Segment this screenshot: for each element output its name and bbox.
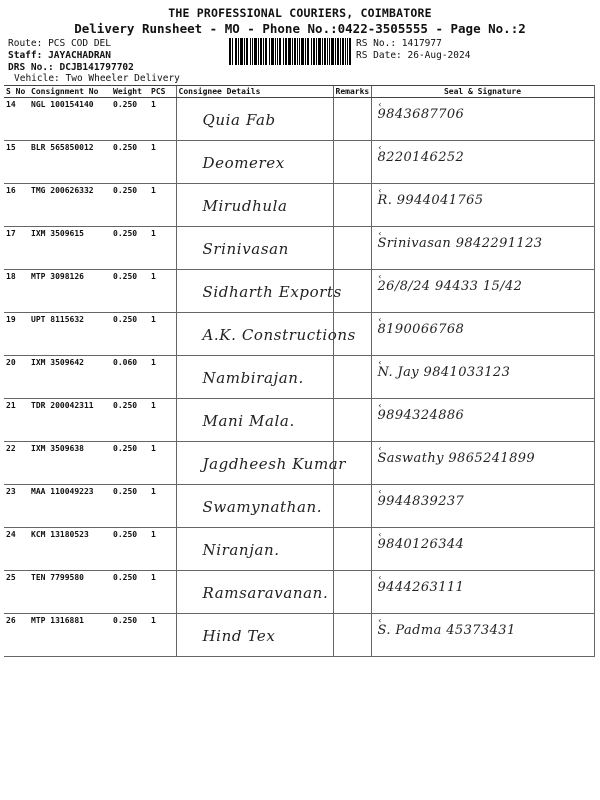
cell-pcs: 1 xyxy=(149,485,176,528)
cell-consignee-text: Quia Fab xyxy=(202,111,276,129)
cell-pcs: 1 xyxy=(149,442,176,485)
cell-signature xyxy=(371,356,594,399)
staff-label: Staff: xyxy=(8,50,43,61)
table-row xyxy=(4,227,594,270)
cell-consignee xyxy=(176,485,333,528)
table-row xyxy=(4,141,594,184)
table-row xyxy=(4,98,594,141)
cell-consignment: TEN 7799580 xyxy=(29,571,111,614)
cell-remarks xyxy=(333,442,371,485)
route-line xyxy=(8,38,111,49)
cell-signature xyxy=(371,270,594,313)
table-row xyxy=(4,485,594,528)
cell-consignment: UPT 8115632 xyxy=(29,313,111,356)
table-row xyxy=(4,528,594,571)
cell-signature xyxy=(371,485,594,528)
cell-weight: 0.250 xyxy=(111,227,149,270)
cell-consignee xyxy=(176,313,356,356)
table-row xyxy=(4,571,594,614)
cell-consignment: BLR 565850012 xyxy=(29,141,111,184)
staff-value: JAYACHADRAN xyxy=(48,50,111,61)
cell-consignee xyxy=(176,356,333,399)
subtitle: Delivery Runsheet - MO - Phone No.:0422-3505555 - Page No.:2 xyxy=(74,21,526,36)
cell-consignment: NGL 100154140 xyxy=(29,98,111,141)
table-header-row xyxy=(4,86,594,98)
cell-remarks xyxy=(333,313,371,356)
cell-remarks xyxy=(333,184,371,227)
cell-weight: 0.250 xyxy=(111,614,149,657)
cell-pcs: 1 xyxy=(149,356,176,399)
cell-sno: 16 xyxy=(4,184,29,227)
cell-pcs: 1 xyxy=(149,98,176,141)
signature-scribble-icon: ‹ xyxy=(377,186,383,195)
drs-line xyxy=(8,62,134,73)
cell-sno: 23 xyxy=(4,485,29,528)
cell-consignee-text: Niranjan. xyxy=(202,541,280,559)
cell-consignee-text: Hind Tex xyxy=(202,627,276,645)
cell-weight: 0.250 xyxy=(111,141,149,184)
cell-sno: 22 xyxy=(4,442,29,485)
cell-weight: 0.250 xyxy=(111,98,149,141)
cell-weight: 0.250 xyxy=(111,528,149,571)
col-consignment: Consignment No xyxy=(29,86,111,98)
cell-sno: 17 xyxy=(4,227,29,270)
cell-signature-text: N. Jay 9841033123 xyxy=(377,365,511,380)
cell-pcs: 1 xyxy=(149,399,176,442)
cell-sno: 18 xyxy=(4,270,29,313)
cell-sno: 14 xyxy=(4,98,29,141)
col-remarks: Remarks xyxy=(333,86,371,98)
cell-consignee xyxy=(176,571,333,614)
cell-pcs: 1 xyxy=(149,141,176,184)
cell-weight: 0.250 xyxy=(111,442,149,485)
cell-remarks xyxy=(333,356,371,399)
cell-pcs: 1 xyxy=(149,614,176,657)
cell-signature xyxy=(371,399,594,442)
table-row xyxy=(4,313,594,356)
cell-signature-text: Saswathy 9865241899 xyxy=(377,451,536,466)
cell-signature-text: 9840126344 xyxy=(377,537,465,552)
cell-signature xyxy=(371,141,594,184)
col-consignee: Consignee Details xyxy=(176,86,333,98)
cell-consignee-text: Mani Mala. xyxy=(202,412,295,430)
cell-sno: 24 xyxy=(4,528,29,571)
table-row xyxy=(4,184,594,227)
signature-scribble-icon: ‹ xyxy=(377,401,383,410)
cell-pcs: 1 xyxy=(149,528,176,571)
cell-signature xyxy=(371,98,594,141)
cell-remarks xyxy=(333,399,371,442)
vehicle-label: Vehicle: xyxy=(14,73,60,84)
table-row xyxy=(4,270,594,313)
cell-weight: 0.060 xyxy=(111,356,149,399)
route-value: PCS COD DEL xyxy=(48,38,111,49)
cell-signature xyxy=(371,442,594,485)
drs-label: DRS No.: xyxy=(8,62,54,73)
cell-sno: 26 xyxy=(4,614,29,657)
cell-weight: 0.250 xyxy=(111,270,149,313)
cell-signature-text: 9444263111 xyxy=(377,580,465,595)
signature-scribble-icon: ‹ xyxy=(377,487,383,496)
rs-date-value: 26-Aug-2024 xyxy=(407,50,471,61)
cell-sno: 20 xyxy=(4,356,29,399)
cell-consignment: IXM 3509615 xyxy=(29,227,111,270)
cell-consignee-text: Swamynathan. xyxy=(202,498,323,516)
cell-consignee xyxy=(176,227,333,270)
cell-signature xyxy=(371,528,594,571)
cell-remarks xyxy=(333,571,371,614)
table-row xyxy=(4,442,594,485)
signature-scribble-icon: ‹ xyxy=(377,573,383,582)
cell-consignment: TDR 200042311 xyxy=(29,399,111,442)
table-row xyxy=(4,399,594,442)
signature-scribble-icon: ‹ xyxy=(377,143,383,152)
col-sno: S No xyxy=(4,86,29,98)
cell-consignment: IXM 3509638 xyxy=(29,442,111,485)
cell-signature-text: 9894324886 xyxy=(377,408,465,423)
cell-consignee-text: Mirudhula xyxy=(202,197,288,215)
cell-consignee xyxy=(176,442,347,485)
cell-sno: 21 xyxy=(4,399,29,442)
cell-signature-text: 8190066768 xyxy=(377,322,465,337)
cell-signature-text: R. 9944041765 xyxy=(377,193,484,208)
cell-consignee xyxy=(176,270,342,313)
runsheet-table xyxy=(4,85,595,657)
cell-signature xyxy=(371,614,594,657)
signature-scribble-icon: ‹ xyxy=(377,100,383,109)
cell-remarks xyxy=(333,528,371,571)
vehicle-line xyxy=(14,73,180,84)
signature-scribble-icon: ‹ xyxy=(377,444,383,453)
cell-signature-text: S. Padma 45373431 xyxy=(377,623,516,638)
cell-remarks xyxy=(333,141,371,184)
cell-weight: 0.250 xyxy=(111,313,149,356)
cell-consignment: IXM 3509642 xyxy=(29,356,111,399)
cell-pcs: 1 xyxy=(149,270,176,313)
cell-signature-text: 9843687706 xyxy=(377,107,465,122)
col-pcs: PCS xyxy=(149,86,176,98)
rs-no-value: 1417977 xyxy=(401,38,442,49)
cell-signature xyxy=(371,184,594,227)
cell-remarks xyxy=(333,98,371,141)
cell-consignee xyxy=(176,614,333,657)
cell-consignee-text: Srinivasan xyxy=(202,240,289,258)
cell-consignee xyxy=(176,528,333,571)
cell-pcs: 1 xyxy=(149,184,176,227)
cell-consignee-text: A.K. Constructions xyxy=(202,326,356,344)
cell-remarks xyxy=(333,614,371,657)
signature-scribble-icon: ‹ xyxy=(377,358,383,367)
cell-remarks xyxy=(333,485,371,528)
drs-value: DCJB141797702 xyxy=(59,62,134,73)
cell-signature xyxy=(371,313,594,356)
cell-signature xyxy=(371,227,594,270)
vehicle-value: Two Wheeler Delivery xyxy=(65,73,180,84)
table-row xyxy=(4,614,594,657)
cell-consignment: MAA 110049223 xyxy=(29,485,111,528)
table-row xyxy=(4,356,594,399)
cell-pcs: 1 xyxy=(149,227,176,270)
cell-consignment: KCM 13180523 xyxy=(29,528,111,571)
signature-scribble-icon: ‹ xyxy=(377,616,383,625)
cell-signature xyxy=(371,571,594,614)
cell-signature-text: 26/8/24 94433 15/42 xyxy=(377,279,523,294)
rs-no-line xyxy=(356,38,442,49)
cell-weight: 0.250 xyxy=(111,485,149,528)
cell-consignment: TMG 200626332 xyxy=(29,184,111,227)
cell-consignee-text: Jagdheesh Kumar xyxy=(202,455,347,473)
staff-line xyxy=(8,50,111,61)
title: THE PROFESSIONAL COURIERS, COIMBATORE xyxy=(168,6,432,20)
cell-sno: 15 xyxy=(4,141,29,184)
col-weight: Weight xyxy=(111,86,149,98)
signature-scribble-icon: ‹ xyxy=(377,272,383,281)
cell-signature-text: 8220146252 xyxy=(377,150,465,165)
cell-signature-text: 9944839237 xyxy=(377,494,465,509)
cell-consignee xyxy=(176,141,333,184)
cell-pcs: 1 xyxy=(149,313,176,356)
signature-scribble-icon: ‹ xyxy=(377,530,383,539)
cell-sno: 19 xyxy=(4,313,29,356)
col-signature: Seal & Signature xyxy=(371,86,594,98)
signature-scribble-icon: ‹ xyxy=(377,229,383,238)
cell-pcs: 1 xyxy=(149,571,176,614)
signature-scribble-icon: ‹ xyxy=(377,315,383,324)
cell-weight: 0.250 xyxy=(111,571,149,614)
barcode-icon xyxy=(229,38,351,65)
cell-sno: 25 xyxy=(4,571,29,614)
cell-consignee xyxy=(176,98,333,141)
cell-weight: 0.250 xyxy=(111,399,149,442)
cell-consignee-text: Sidharth Exports xyxy=(202,283,342,301)
route-label: Route: xyxy=(8,38,43,49)
rs-date-label: RS Date: xyxy=(356,50,402,61)
cell-consignee-text: Nambirajan. xyxy=(202,369,304,387)
rs-date-line xyxy=(356,50,470,61)
rs-no-label: RS No.: xyxy=(356,38,397,49)
cell-remarks xyxy=(333,227,371,270)
cell-consignee-text: Ramsaravanan. xyxy=(202,584,329,602)
cell-remarks xyxy=(333,270,371,313)
cell-consignee xyxy=(176,184,333,227)
cell-consignment: MTP 3098126 xyxy=(29,270,111,313)
cell-consignee-text: Deomerex xyxy=(202,154,285,172)
cell-signature-text: Srinivasan 9842291123 xyxy=(377,236,543,251)
cell-weight: 0.250 xyxy=(111,184,149,227)
cell-consignee xyxy=(176,399,333,442)
cell-consignment: MTP 1316881 xyxy=(29,614,111,657)
